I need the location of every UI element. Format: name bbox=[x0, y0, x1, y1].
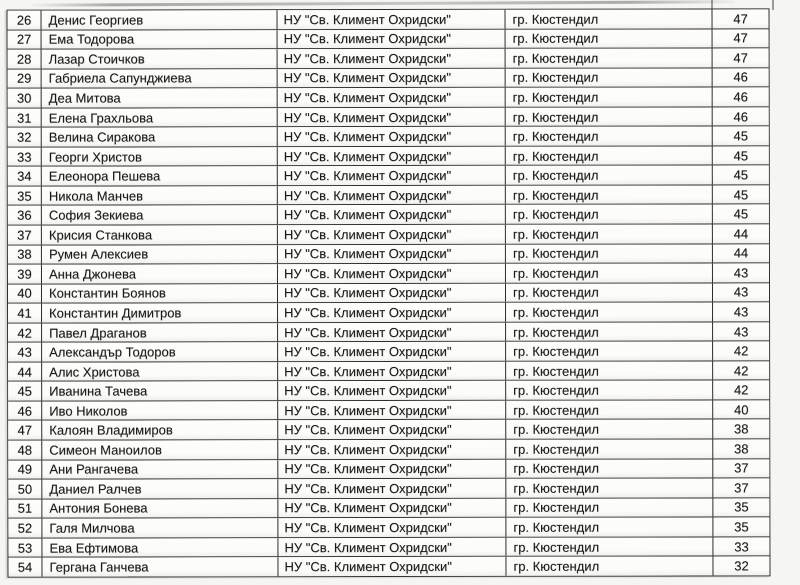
school-cell: НУ "Св. Климент Охридски" bbox=[278, 401, 506, 420]
school-cell: НУ "Св. Климент Охридски" bbox=[278, 10, 506, 29]
school-cell: НУ "Св. Климент Охридски" bbox=[278, 108, 506, 127]
row-number-cell: 33 bbox=[8, 147, 42, 166]
row-number-cell: 32 bbox=[8, 128, 42, 147]
school-cell: НУ "Св. Климент Охридски" bbox=[278, 381, 506, 400]
table-row bbox=[8, 557, 769, 577]
table-row bbox=[8, 303, 769, 324]
score-cell: 35 bbox=[734, 519, 749, 535]
score-cell: 47 bbox=[733, 50, 748, 66]
table-row bbox=[8, 48, 769, 69]
student-name-cell: Анна Джонева bbox=[42, 264, 278, 283]
city-cell: гр. Кюстендил bbox=[506, 49, 713, 68]
score-cell: 45 bbox=[733, 206, 749, 222]
score-cell: 37 bbox=[734, 480, 749, 496]
school-cell: НУ "Св. Климент Охридски" bbox=[278, 303, 506, 322]
city-cell: гр. Кюстендил bbox=[506, 224, 713, 243]
score-cell: 38 bbox=[733, 421, 749, 437]
table-row bbox=[8, 478, 769, 499]
score-cell: 43 bbox=[733, 284, 749, 300]
city-cell: гр. Кюстендил bbox=[506, 322, 713, 341]
score-cell: 42 bbox=[733, 343, 749, 359]
school-cell: НУ "Св. Климент Охридски" bbox=[278, 147, 506, 166]
row-number-cell: 49 bbox=[8, 460, 42, 479]
table-row bbox=[8, 361, 769, 382]
school-cell: НУ "Св. Климент Охридски" bbox=[278, 49, 506, 68]
city-cell: гр. Кюстендил bbox=[506, 459, 713, 478]
table-row bbox=[8, 283, 769, 304]
student-name-cell: Никола Манчев bbox=[42, 186, 278, 205]
results-table bbox=[7, 8, 771, 577]
student-name-cell: Елена Грахльова bbox=[42, 108, 278, 127]
city-cell: гр. Кюстендил bbox=[506, 88, 713, 107]
school-cell: НУ "Св. Климент Охридски" bbox=[278, 440, 506, 459]
school-cell: НУ "Св. Климент Охридски" bbox=[278, 283, 506, 302]
student-name-cell: Деа Митова bbox=[42, 88, 278, 107]
row-number-cell: 27 bbox=[8, 30, 42, 49]
city-cell: гр. Кюстендил bbox=[506, 205, 713, 224]
city-cell: гр. Кюстендил bbox=[506, 498, 713, 517]
school-cell: НУ "Св. Климент Охридски" bbox=[278, 342, 506, 361]
score-cell: 38 bbox=[734, 441, 749, 457]
row-number-cell: 26 bbox=[8, 11, 42, 30]
table-row bbox=[8, 459, 769, 480]
school-cell: НУ "Св. Климент Охридски" bbox=[278, 225, 506, 244]
student-name-cell: Крисия Станкова bbox=[42, 225, 278, 244]
school-cell: НУ "Св. Климент Охридски" bbox=[278, 498, 506, 517]
row-number-cell: 42 bbox=[8, 323, 42, 342]
table-row bbox=[8, 322, 769, 343]
city-cell: гр. Кюстендил bbox=[506, 537, 713, 556]
student-name-cell: Алис Христова bbox=[42, 362, 278, 381]
student-name-cell: Иво Николов bbox=[42, 401, 278, 420]
score-cell: 46 bbox=[733, 108, 748, 124]
score-cell: 45 bbox=[733, 147, 749, 163]
score-cell: 45 bbox=[733, 187, 749, 203]
school-cell: НУ "Св. Климент Охридски" bbox=[278, 88, 506, 107]
city-cell: гр. Кюстендил bbox=[506, 400, 713, 419]
score-cell: 43 bbox=[733, 323, 749, 339]
row-number-cell: 41 bbox=[8, 304, 42, 323]
school-cell: НУ "Св. Климент Охридски" bbox=[278, 127, 506, 146]
table-row bbox=[8, 498, 769, 519]
school-cell: НУ "Св. Климент Охридски" bbox=[278, 323, 506, 342]
table-row bbox=[8, 107, 769, 128]
table-row bbox=[8, 400, 769, 421]
student-name-cell: Симеон Маноилов bbox=[42, 440, 278, 459]
scan-artifact-previous-row-line bbox=[28, 0, 734, 6]
row-number-cell: 28 bbox=[8, 50, 42, 69]
school-cell: НУ "Св. Климент Охридски" bbox=[278, 205, 506, 224]
table-row bbox=[8, 9, 769, 30]
score-cell: 42 bbox=[733, 362, 749, 379]
score-cell: 42 bbox=[733, 382, 749, 398]
city-cell: гр. Кюстендил bbox=[506, 479, 713, 498]
row-number-cell: 40 bbox=[8, 284, 42, 303]
row-number-cell: 44 bbox=[8, 362, 42, 381]
scan-artifact-column-tick bbox=[772, 0, 774, 10]
city-cell: гр. Кюстендил bbox=[506, 342, 713, 361]
row-number-cell: 51 bbox=[8, 499, 42, 518]
row-number-cell: 30 bbox=[8, 89, 42, 108]
score-cell: 43 bbox=[733, 265, 749, 281]
student-name-cell: Калоян Владимиров bbox=[42, 421, 278, 440]
student-name-cell: Румен Алексиев bbox=[42, 245, 278, 264]
table-row bbox=[8, 263, 769, 284]
student-name-cell: Габриела Сапунджиева bbox=[42, 69, 278, 88]
city-cell: гр. Кюстендил bbox=[506, 68, 713, 87]
student-name-cell: Галя Милчова bbox=[42, 518, 278, 537]
school-cell: НУ "Св. Климент Охридски" bbox=[278, 557, 506, 576]
city-cell: гр. Кюстендил bbox=[506, 9, 713, 28]
table-row bbox=[8, 224, 769, 245]
table-row bbox=[8, 88, 769, 109]
row-number-cell: 38 bbox=[8, 245, 42, 264]
school-cell: НУ "Св. Климент Охридски" bbox=[278, 264, 506, 283]
school-cell: НУ "Св. Климент Охридски" bbox=[278, 420, 506, 439]
score-cell: 35 bbox=[734, 499, 749, 515]
school-cell: НУ "Св. Климент Охридски" bbox=[278, 244, 506, 263]
student-name-cell: Ева Ефтимова bbox=[42, 538, 278, 557]
city-cell: гр. Кюстендил bbox=[506, 166, 713, 185]
school-cell: НУ "Св. Климент Охридски" bbox=[278, 459, 506, 478]
city-cell: гр. Кюстендил bbox=[506, 439, 713, 458]
row-number-cell: 43 bbox=[8, 343, 42, 362]
city-cell: гр. Кюстендил bbox=[506, 29, 713, 48]
city-cell: гр. Кюстендил bbox=[506, 146, 713, 165]
table-row bbox=[8, 29, 769, 50]
row-number-cell: 46 bbox=[8, 402, 42, 421]
score-cell: 43 bbox=[733, 304, 749, 320]
school-cell: НУ "Св. Климент Охридски" bbox=[278, 29, 506, 48]
table-row bbox=[8, 127, 769, 148]
score-cell: 44 bbox=[733, 245, 749, 261]
table-row bbox=[8, 439, 769, 460]
row-number-cell: 50 bbox=[8, 480, 42, 499]
student-name-cell: Константин Димитров bbox=[42, 303, 278, 322]
school-cell: НУ "Св. Климент Охридски" bbox=[278, 68, 506, 87]
city-cell: гр. Кюстендил bbox=[506, 303, 713, 322]
city-cell: гр. Кюстендил bbox=[506, 361, 713, 380]
city-cell: гр. Кюстендил bbox=[506, 107, 713, 126]
city-cell: гр. Кюстендил bbox=[506, 283, 713, 302]
score-cell: 32 bbox=[734, 558, 749, 574]
row-number-cell: 52 bbox=[8, 519, 42, 538]
student-name-cell: Даниел Ралчев bbox=[42, 479, 278, 498]
table-row bbox=[8, 68, 769, 89]
student-name-cell: Денис Георгиев bbox=[42, 10, 278, 29]
school-cell: НУ "Св. Климент Охридски" bbox=[278, 518, 506, 537]
table-row bbox=[8, 166, 769, 187]
student-name-cell: Гергана Ганчева bbox=[42, 558, 278, 577]
row-number-cell: 35 bbox=[8, 187, 42, 206]
row-number-cell: 39 bbox=[8, 265, 42, 284]
row-number-cell: 31 bbox=[8, 108, 42, 127]
student-name-cell: Александър Тодоров bbox=[42, 342, 278, 361]
city-cell: гр. Кюстендил bbox=[506, 381, 713, 400]
student-name-cell: Георги Христов bbox=[42, 147, 278, 166]
score-cell: 47 bbox=[733, 30, 748, 46]
score-cell: 45 bbox=[733, 167, 749, 183]
score-cell: 46 bbox=[733, 69, 748, 85]
school-cell: НУ "Св. Климент Охридски" bbox=[278, 166, 506, 185]
school-cell: НУ "Св. Климент Охридски" bbox=[278, 479, 506, 498]
score-cell: 33 bbox=[734, 538, 749, 554]
row-number-cell: 34 bbox=[8, 167, 42, 186]
school-cell: НУ "Св. Климент Охридски" bbox=[278, 538, 506, 557]
city-cell: гр. Кюстендил bbox=[506, 127, 713, 146]
row-number-cell: 36 bbox=[8, 206, 42, 225]
city-cell: гр. Кюстендил bbox=[506, 185, 713, 204]
table-row bbox=[8, 185, 769, 206]
table-row bbox=[8, 420, 769, 441]
score-cell: 44 bbox=[733, 226, 749, 242]
row-number-cell: 48 bbox=[8, 441, 42, 460]
score-cell: 40 bbox=[733, 402, 749, 418]
table-row bbox=[8, 342, 769, 363]
row-number-cell: 45 bbox=[8, 382, 42, 401]
table-row bbox=[8, 146, 769, 167]
row-number-cell: 53 bbox=[8, 538, 42, 557]
row-number-cell: 37 bbox=[8, 226, 42, 245]
city-cell: гр. Кюстендил bbox=[506, 244, 713, 263]
student-name-cell: Павел Драганов bbox=[42, 323, 278, 342]
table-row bbox=[8, 205, 769, 226]
student-name-cell: Ани Рангачева bbox=[42, 460, 278, 479]
table-row bbox=[8, 518, 769, 539]
student-name-cell: Антония Бонева bbox=[42, 499, 278, 518]
city-cell: гр. Кюстендил bbox=[506, 518, 713, 537]
score-cell: 45 bbox=[733, 128, 748, 144]
student-name-cell: Иванина Тачева bbox=[42, 382, 278, 401]
city-cell: гр. Кюстендил bbox=[506, 264, 713, 283]
score-cell: 47 bbox=[733, 11, 748, 27]
city-cell: гр. Кюстендил bbox=[506, 420, 713, 439]
score-cell: 46 bbox=[733, 89, 748, 105]
score-cell: 37 bbox=[734, 460, 749, 476]
school-cell: НУ "Св. Климент Охридски" bbox=[278, 362, 506, 381]
student-name-cell: София Зекиева bbox=[42, 206, 278, 225]
row-number-cell: 47 bbox=[8, 421, 42, 440]
school-cell: НУ "Св. Климент Охридски" bbox=[278, 186, 506, 205]
student-name-cell: Константин Боянов bbox=[42, 284, 278, 303]
student-name-cell: Елеонора Пешева bbox=[42, 167, 278, 186]
student-name-cell: Ема Тодорова bbox=[42, 30, 278, 49]
table-row bbox=[8, 244, 769, 265]
row-number-cell: 29 bbox=[8, 69, 42, 88]
row-number-cell: 54 bbox=[8, 558, 42, 577]
table-row bbox=[8, 537, 769, 558]
city-cell: гр. Кюстендил bbox=[506, 557, 713, 576]
table-row bbox=[8, 381, 769, 402]
student-name-cell: Велина Сиракова bbox=[42, 127, 278, 146]
student-name-cell: Лазар Стоичков bbox=[42, 49, 278, 68]
